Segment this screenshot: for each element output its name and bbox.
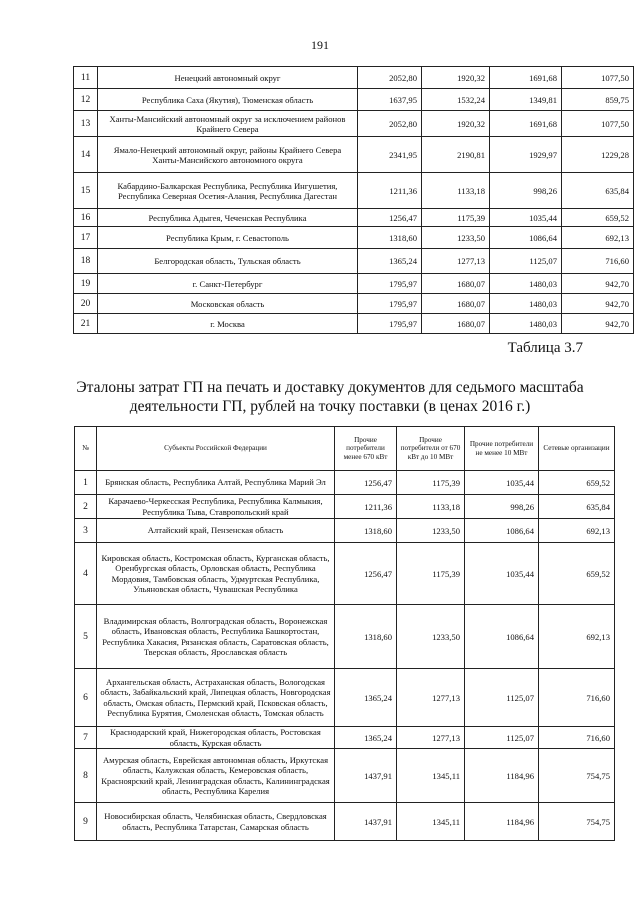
row-value-1: 1318,60 xyxy=(335,519,397,543)
row-number: 15 xyxy=(74,173,98,209)
table-row xyxy=(74,67,634,89)
row-subject: Карачаево-Черкесская Республика, Республика Калмыкия, Республика Тыва, Ставропольский край xyxy=(97,495,335,519)
row-value-1: 2052,80 xyxy=(358,111,422,137)
row-subject: Владимирская область, Волгоградская область, Воронежская область, Ивановская область, Республика Башкортостан, Республика Хакасия, Рязанская область, Саратовская область, Тверская область, Ярославская область xyxy=(97,605,335,669)
row-number: 13 xyxy=(74,111,98,137)
row-value-1: 1211,36 xyxy=(335,495,397,519)
row-subject: Ненецкий автономный округ xyxy=(98,67,358,89)
row-value-4: 716,60 xyxy=(562,249,634,274)
row-value-4: 1229,28 xyxy=(562,137,634,173)
row-subject: Московская область xyxy=(98,294,358,314)
row-value-4: 692,13 xyxy=(539,605,615,669)
row-value-2: 1277,13 xyxy=(397,727,465,749)
row-value-3: 1349,81 xyxy=(490,89,562,111)
row-value-4: 692,13 xyxy=(562,227,634,249)
tariff-table xyxy=(74,426,615,841)
row-value-1: 1318,60 xyxy=(335,605,397,669)
header-small-consumers: Прочие потребители менее 670 кВт xyxy=(335,427,397,471)
row-value-2: 1345,11 xyxy=(397,749,465,803)
row-value-4: 635,84 xyxy=(539,495,615,519)
row-subject: Ямало-Ненецкий автономный округ, районы Крайнего Севера Ханты-Мансийского автономного округа xyxy=(98,137,358,173)
table-row xyxy=(74,137,634,173)
row-subject: Кировская область, Костромская область, Курганская область, Оренбургская область, Орловская область, Республика Мордовия, Тамбовская область, Удмуртская Республика, Ульяновская область, Чувашская Республика xyxy=(97,543,335,605)
continued-table xyxy=(73,66,634,334)
row-value-1: 1437,91 xyxy=(335,803,397,841)
row-subject: г. Москва xyxy=(98,314,358,334)
row-number: 5 xyxy=(75,605,97,669)
row-value-2: 1920,32 xyxy=(422,111,490,137)
row-value-1: 1365,24 xyxy=(335,669,397,727)
row-value-4: 1077,50 xyxy=(562,111,634,137)
table-row xyxy=(74,314,634,334)
page-number: 191 xyxy=(311,38,329,52)
table-row xyxy=(75,519,615,543)
row-subject: Амурская область, Еврейская автономная область, Иркутская область, Калужская область, Кемеровская область, Красноярский край, Ленинградская область, Калининградская область, Республика Карелия xyxy=(97,749,335,803)
row-number: 19 xyxy=(74,274,98,294)
table-row xyxy=(75,495,615,519)
table-row xyxy=(75,543,615,605)
row-number: 16 xyxy=(74,209,98,227)
row-value-3: 1086,64 xyxy=(465,519,539,543)
row-value-2: 1680,07 xyxy=(422,294,490,314)
row-value-2: 1277,13 xyxy=(422,249,490,274)
row-value-3: 1480,03 xyxy=(490,274,562,294)
row-value-2: 1233,50 xyxy=(422,227,490,249)
row-number: 20 xyxy=(74,294,98,314)
row-value-1: 2052,80 xyxy=(358,67,422,89)
row-value-4: 659,52 xyxy=(539,543,615,605)
row-value-4: 754,75 xyxy=(539,749,615,803)
row-value-3: 1929,97 xyxy=(490,137,562,173)
row-value-1: 1795,97 xyxy=(358,294,422,314)
row-value-2: 1920,32 xyxy=(422,67,490,89)
row-number: 18 xyxy=(74,249,98,274)
row-value-4: 692,13 xyxy=(539,519,615,543)
row-value-4: 942,70 xyxy=(562,314,634,334)
row-value-1: 1211,36 xyxy=(358,173,422,209)
row-value-3: 1086,64 xyxy=(465,605,539,669)
row-number: 11 xyxy=(74,67,98,89)
row-value-3: 1125,07 xyxy=(465,669,539,727)
row-value-4: 754,75 xyxy=(539,803,615,841)
row-value-3: 1125,07 xyxy=(465,727,539,749)
row-value-1: 1437,91 xyxy=(335,749,397,803)
row-value-3: 1035,44 xyxy=(490,209,562,227)
header-medium-consumers: Прочие потребители от 670 кВт до 10 МВт xyxy=(397,427,465,471)
row-value-2: 1680,07 xyxy=(422,274,490,294)
row-value-3: 1086,64 xyxy=(490,227,562,249)
row-value-2: 1175,39 xyxy=(397,543,465,605)
table-row xyxy=(75,749,615,803)
row-number: 17 xyxy=(74,227,98,249)
row-subject: Кабардино-Балкарская Республика, Республика Ингушетия, Республика Северная Осетия-Алания, Республика Дагестан xyxy=(98,173,358,209)
row-number: 6 xyxy=(75,669,97,727)
table-row xyxy=(74,89,634,111)
row-number: 2 xyxy=(75,495,97,519)
row-value-3: 998,26 xyxy=(490,173,562,209)
row-value-3: 998,26 xyxy=(465,495,539,519)
row-value-4: 716,60 xyxy=(539,669,615,727)
row-value-4: 659,52 xyxy=(562,209,634,227)
row-value-4: 659,52 xyxy=(539,471,615,495)
row-number: 3 xyxy=(75,519,97,543)
row-value-4: 942,70 xyxy=(562,274,634,294)
row-subject: Белгородская область, Тульская область xyxy=(98,249,358,274)
row-value-1: 2341,95 xyxy=(358,137,422,173)
row-value-3: 1125,07 xyxy=(490,249,562,274)
row-number: 1 xyxy=(75,471,97,495)
header-large-consumers: Прочие потребители не менее 10 МВт xyxy=(465,427,539,471)
row-value-3: 1184,96 xyxy=(465,749,539,803)
row-subject: Республика Саха (Якутия), Тюменская область xyxy=(98,89,358,111)
row-subject: Архангельская область, Астраханская область, Вологодская область, Забайкальский край, Липецкая область, Новгородская область, Омская область, Пермский край, Псковская область, Республика Бурятия, Смоленская область, Томская область xyxy=(97,669,335,727)
table-row xyxy=(75,727,615,749)
row-value-3: 1035,44 xyxy=(465,471,539,495)
row-value-1: 1795,97 xyxy=(358,314,422,334)
header-network-organizations: Сетевые организации xyxy=(539,427,615,471)
row-value-3: 1691,68 xyxy=(490,67,562,89)
row-number: 8 xyxy=(75,749,97,803)
row-value-1: 1365,24 xyxy=(335,727,397,749)
row-value-4: 635,84 xyxy=(562,173,634,209)
table-row xyxy=(75,669,615,727)
row-value-1: 1795,97 xyxy=(358,274,422,294)
row-number: 9 xyxy=(75,803,97,841)
row-value-4: 942,70 xyxy=(562,294,634,314)
row-subject: г. Санкт-Петербург xyxy=(98,274,358,294)
table-row xyxy=(75,605,615,669)
row-subject: Алтайский край, Пензенская область xyxy=(97,519,335,543)
row-value-2: 1133,18 xyxy=(397,495,465,519)
row-value-2: 1233,50 xyxy=(397,605,465,669)
table-row xyxy=(74,111,634,137)
row-value-4: 859,75 xyxy=(562,89,634,111)
row-number: 7 xyxy=(75,727,97,749)
row-value-4: 1077,50 xyxy=(562,67,634,89)
row-value-3: 1691,68 xyxy=(490,111,562,137)
row-value-3: 1480,03 xyxy=(490,294,562,314)
table-caption: Таблица 3.7 xyxy=(507,340,583,356)
table-row xyxy=(74,249,634,274)
table-row xyxy=(74,173,634,209)
row-value-1: 1365,24 xyxy=(358,249,422,274)
row-value-2: 1233,50 xyxy=(397,519,465,543)
row-value-2: 1175,39 xyxy=(397,471,465,495)
table-header-row xyxy=(75,427,615,471)
row-subject: Новосибирская область, Челябинская область, Свердловская область, Республика Татарстан, Самарская область xyxy=(97,803,335,841)
row-subject: Краснодарский край, Нижегородская область, Ростовская область, Курская область xyxy=(97,727,335,749)
row-value-3: 1035,44 xyxy=(465,543,539,605)
table-title: Эталоны затрат ГП на печать и доставку документов для седьмого масштаба деятельности ГП, рублей на точку поставки (в ценах 2016 г.) xyxy=(76,379,584,415)
row-value-1: 1256,47 xyxy=(358,209,422,227)
table-row xyxy=(74,209,634,227)
row-value-3: 1184,96 xyxy=(465,803,539,841)
row-subject: Брянская область, Республика Алтай, Республика Марий Эл xyxy=(97,471,335,495)
header-number: № xyxy=(75,427,97,471)
row-value-2: 1175,39 xyxy=(422,209,490,227)
row-value-4: 716,60 xyxy=(539,727,615,749)
row-value-1: 1256,47 xyxy=(335,471,397,495)
row-number: 4 xyxy=(75,543,97,605)
row-subject: Ханты-Мансийский автономный округ за исключением районов Крайнего Севера xyxy=(98,111,358,137)
table-row xyxy=(75,803,615,841)
table-row xyxy=(74,294,634,314)
row-value-1: 1256,47 xyxy=(335,543,397,605)
table-row xyxy=(74,227,634,249)
row-value-1: 1318,60 xyxy=(358,227,422,249)
row-subject: Республика Крым, г. Севастополь xyxy=(98,227,358,249)
row-value-1: 1637,95 xyxy=(358,89,422,111)
row-value-3: 1480,03 xyxy=(490,314,562,334)
row-number: 21 xyxy=(74,314,98,334)
row-number: 12 xyxy=(74,89,98,111)
header-subject: Субъекты Российской Федерации xyxy=(97,427,335,471)
row-value-2: 1277,13 xyxy=(397,669,465,727)
row-value-2: 1680,07 xyxy=(422,314,490,334)
row-value-2: 2190,81 xyxy=(422,137,490,173)
row-value-2: 1133,18 xyxy=(422,173,490,209)
row-subject: Республика Адыгея, Чеченская Республика xyxy=(98,209,358,227)
row-value-2: 1532,24 xyxy=(422,89,490,111)
table-row xyxy=(74,274,634,294)
table-row xyxy=(75,471,615,495)
row-value-2: 1345,11 xyxy=(397,803,465,841)
row-number: 14 xyxy=(74,137,98,173)
